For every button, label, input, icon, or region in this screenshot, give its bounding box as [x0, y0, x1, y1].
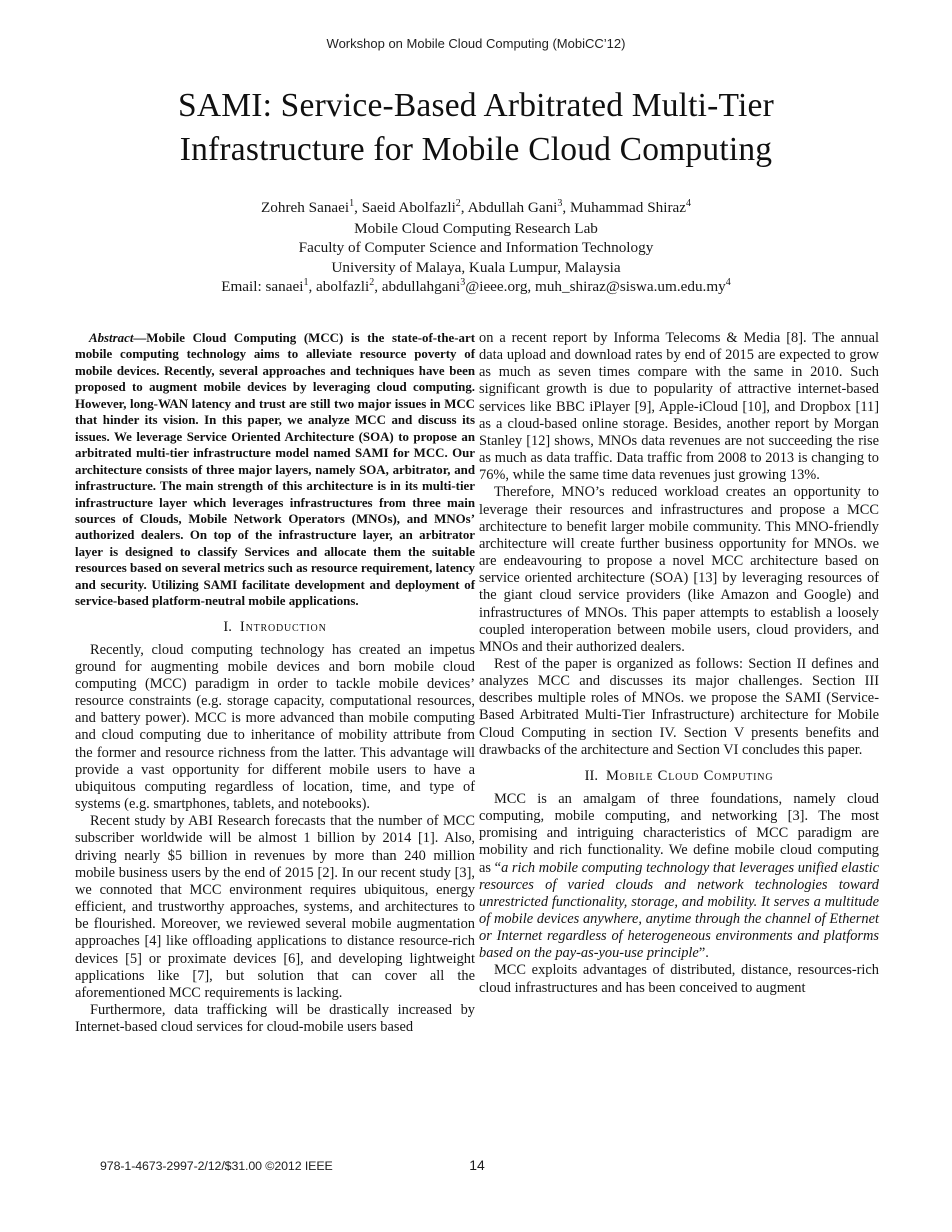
affiliation-university: University of Malaya, Kuala Lumpur, Malaysia: [331, 258, 621, 276]
paper-title: [0, 84, 952, 172]
email-superscript-2: 2: [369, 277, 375, 289]
paper-title-line1: SAMI: Service-Based Arbitrated Multi-Tier: [178, 87, 774, 124]
author-separator: ,: [354, 199, 362, 216]
author-1-superscript: 1: [349, 197, 355, 209]
page-footer: [75, 1156, 879, 1178]
email-text: Email: sanaei: [221, 278, 304, 296]
mcc-paragraph-2: MCC exploits advantages of distributed, distance, resources-rich cloud infrastructures and has been conceived to augment: [479, 962, 879, 996]
affiliation-lab: Mobile Cloud Computing Research Lab: [354, 219, 598, 237]
abstract: [75, 330, 475, 610]
author-emails: [0, 277, 952, 297]
author-separator: ,: [562, 199, 570, 216]
author-4-superscript: 4: [686, 197, 691, 209]
authors-block: [0, 198, 952, 297]
section-title: Mobile Cloud Computing: [606, 767, 774, 784]
email-text: , abolfazli: [308, 278, 370, 296]
mcc-paragraph-1: [479, 791, 879, 963]
author-names: [0, 198, 952, 218]
author-3: Abdullah Gani: [467, 199, 558, 216]
email-text: , abdullahgani: [374, 278, 461, 296]
author-2: Saeid Abolfazli: [361, 199, 456, 216]
intro-paragraph-3: Furthermore, data trafficking will be drastically increased by Internet-based cloud services for cloud-mobile users based: [75, 1001, 475, 1036]
mcc-definition-quote: a rich mobile computing technology that leverages unified elastic resources of varied clouds and network technologies toward unrestricted functionality, storage, and mobility. It serves a multitude of mobile devices anywhere, anytime through the channel of Ethernet or Internet regardless of heterogeneous environments and platforms based on the pay-as-you-use principle: [479, 859, 879, 962]
intro-paragraph-2: Recent study by ABI Research forecasts that the number of MCC subscriber worldwide will be almost 1 billion by 2014 [1]. Also, driving nearly $5 billion in revenues by more than 240 million mobile business users by the end of 2015 [2]. In our recent study [3], we connoted that MCC environment requires ubiquitous, energy efficient, and trustworthy approaches, systems, and architectures to be flourished. Moreover, we reviewed several mobile augmentation approaches [4] like offloading applications to distance resource-rich devices [5] or proximate devices [6], and developing lightweight applications like [7], but solution that can cover all the aforementioned MCC requirements is lacking.: [75, 813, 475, 1001]
section-title: Introduction: [239, 618, 327, 635]
section-heading-introduction: [75, 618, 475, 636]
affiliation-faculty: Faculty of Computer Science and Information Technology: [298, 239, 654, 257]
author-separator: ,: [460, 199, 468, 216]
page-number: 14: [469, 1157, 485, 1173]
author-3-superscript: 3: [557, 197, 563, 209]
intro-paragraph-5: Rest of the paper is organized as follows: Section II defines and analyzes MCC and discusses its major challenges. Section III describes multiple roles of MNOs. we propose the SAMI (Service-Based Arbitrated Multi-Tier Infrastructure) architecture for Mobile Cloud Computing in section IV. Section V presents benefits and drawbacks of the architecture and Section VI concludes this paper.: [479, 655, 879, 758]
abstract-label: Abstract: [89, 331, 134, 345]
email-text: @ieee.org, muh_shiraz@siswa.um.edu.my: [465, 278, 726, 296]
email-superscript-3: 3: [460, 277, 466, 289]
paper-title-line2: Infrastructure for Mobile Cloud Computing: [179, 131, 773, 168]
running-header: Workshop on Mobile Cloud Computing (MobiCC’12): [326, 36, 626, 51]
mcc-definition-close: ”.: [698, 945, 709, 962]
abstract-text: —Mobile Cloud Computing (MCC) is the state-of-the-art mobile computing technology aims to alleviate resource poverty of mobile devices. Recently, several approaches and techniques have been proposed to augment mobile devices by leveraging cloud computing. However, long-WAN latency and trust are still two major issues in MCC that hinder its vision. In this paper, we analyze MCC and discuss its issues. We leverage Service Oriented Architecture (SOA) to propose an arbitrated multi-tier infrastructure model named SAMI for MCC. Our architecture consists of three major layers, namely SOA, arbitrator, and infrastructure. The main strength of this architecture is in its multi-tier infrastructure layer which leverages infrastructures from three main sources of Clouds, Mobile Network Operators (MNOs), and MNOs’ authorized dealers. On top of the infrastructure layer, an arbitrator layer is designed to classify Services and allocate them the suitable resources based on several metrics such as resource requirement, latency and security. Utilizing SAMI facilitate development and deployment of service-based platform-neutral mobile applications.: [75, 331, 475, 609]
copyright-notice: 978-1-4673-2997-2/12/$31.00 ©2012 IEEE: [100, 1159, 333, 1173]
mcc-definition-lead: MCC is an amalgam of three foundations, namely cloud computing, mobile computing, and networking [3]. The most promising and intriguing characteristics of MCC paradigm are mobility and rich functionality. We define mobile cloud computing as “: [479, 790, 879, 876]
email-superscript-4: 4: [725, 277, 731, 289]
section-heading-mobile-cloud-computing: [479, 767, 879, 785]
intro-paragraph-1: Recently, cloud computing technology has created an impetus ground for augmenting mobile devices and born mobile cloud computing (MCC) paradigm in order to tackle mobile devices’ resource constraints (e.g. storage capacity, computational resources, and battery power). MCC is more advanced than mobile computing and cloud computing due to inheritance of mobility attribute from the former and resource richness from the latter. This advantage will provide a vast opportunity for different mobile users to have a ubiquitous computing regardless of location, time, and type of systems (e.g. smartphones, tablets, and notebooks).: [75, 641, 475, 813]
author-1: Zohreh Sanaei: [261, 199, 350, 216]
author-4: Muhammad Shiraz: [570, 199, 686, 216]
left-column: [75, 330, 475, 1036]
section-number: I.: [223, 618, 232, 635]
intro-paragraph-3-continuation: on a recent report by Informa Telecoms & Media [8]. The annual data upload and download rates by end of 2015 are expected to grow as much as seven times compare with the same in 2010. Such significant growth is due to popularity of attractive internet-based services like BBC iPlayer [9], Apple-iCloud [10], and Dropbox [11] as a cloud-based online storage. Besides, another report by Morgan Stanley [12] shows, MNOs data revenues are not succeeding the rise as much as data traffic. Data traffic from 2008 to 2013 is changing to 76%, while the same time data revenues just growing 13%.: [479, 330, 879, 484]
right-column: [479, 330, 879, 997]
author-2-superscript: 2: [455, 197, 461, 209]
email-superscript-1: 1: [303, 277, 309, 289]
intro-paragraph-4: Therefore, MNO’s reduced workload creates an opportunity to leverage their resources and infrastructures and propose a MCC architecture to benefit larger mobile community. This MNO-friendly architecture will create further business opportunity for MNOs. we are endeavouring to propose a novel MCC architecture based on service oriented architecture (SOA) [13] by leveraging resources of the giant cloud service providers (like Amazon and Google) and infrastructures of MNOs. This paper attempts to establish a loosely coupled interoperation between mobile users, cloud providers, and MNOs and their authorized dealers.: [479, 484, 879, 655]
section-number: II.: [584, 767, 598, 784]
